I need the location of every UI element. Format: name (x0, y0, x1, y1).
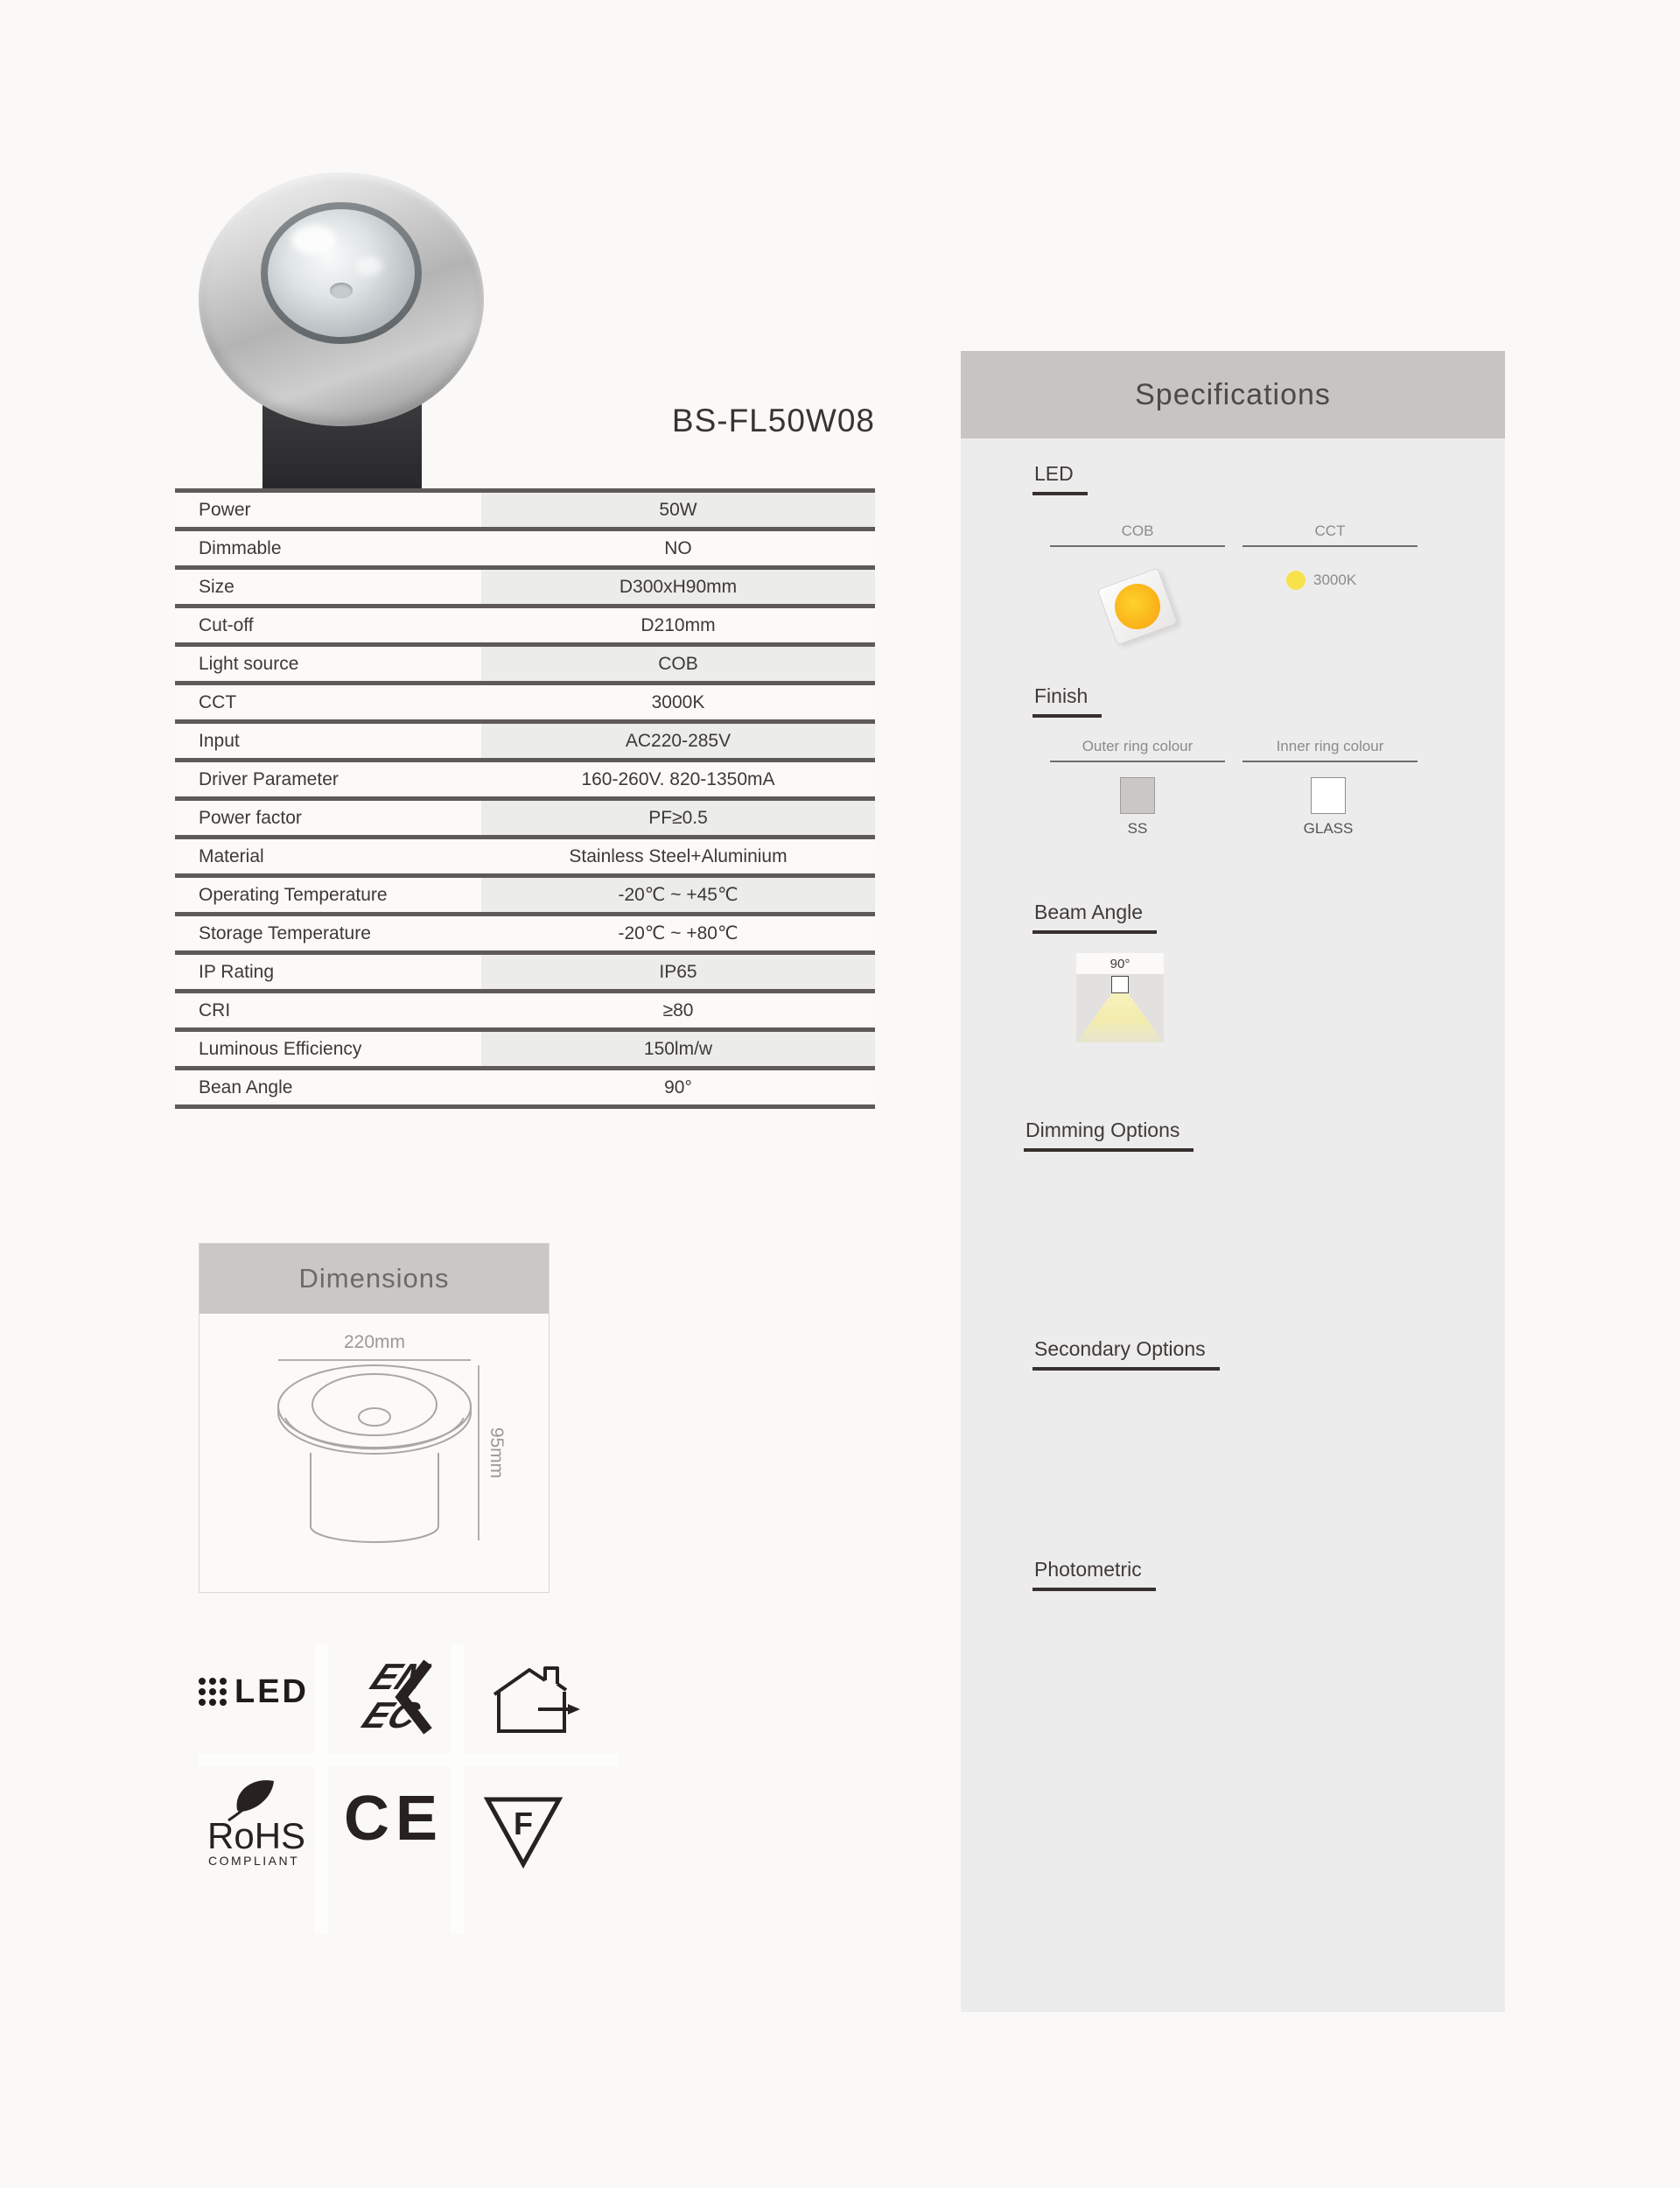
row-value: PF≥0.5 (481, 801, 875, 835)
outer-ring-colour-label: Outer ring colour (1082, 738, 1194, 754)
table-row (175, 801, 875, 839)
led-mark-label: LED (234, 1673, 309, 1710)
table-row (175, 493, 875, 531)
width-dimension-label: 220mm (343, 1332, 406, 1352)
light-cone (1076, 993, 1164, 1042)
table-row (175, 762, 875, 801)
row-value: COB (481, 647, 875, 681)
outer-ring-underline (1050, 761, 1225, 762)
section-title-finish: Finish (1032, 684, 1102, 718)
enec-mark-icon (337, 1656, 440, 1738)
row-label: Operating Temperature (199, 884, 388, 905)
inner-ring-colour-label: Inner ring colour (1276, 738, 1384, 754)
row-label: IP Rating (199, 961, 274, 982)
row-value: -20℃ ~ +80℃ (618, 923, 738, 943)
house-arrow-icon (484, 1659, 582, 1735)
divider (199, 1753, 619, 1766)
table-row (175, 916, 875, 955)
row-value: IP65 (481, 955, 875, 989)
row-value: 3000K (651, 691, 705, 712)
row-value: Stainless Steel+Aluminium (569, 845, 788, 866)
cct-value-label: 3000K (1313, 572, 1357, 588)
table-row (175, 1032, 875, 1070)
table-row (175, 955, 875, 993)
dimensions-box (199, 1243, 550, 1593)
row-value: D300xH90mm (481, 570, 875, 604)
row-value: 50W (481, 493, 875, 527)
section-title-led: LED (1032, 462, 1088, 495)
row-value: ≥80 (662, 999, 694, 1020)
row-label: Cut-off (199, 614, 254, 635)
section-title-photometric: Photometric (1032, 1558, 1156, 1591)
section-title-secondary-options: Secondary Options (1032, 1337, 1220, 1371)
row-label: Luminous Efficiency (199, 1038, 362, 1059)
cct-column-underline (1242, 545, 1418, 547)
led-mark-icon (199, 1673, 309, 1710)
cob-column-label: COB (1121, 522, 1154, 539)
specifications-panel (961, 351, 1505, 2012)
dimensions-title: Dimensions (200, 1244, 549, 1314)
cob-chip-image (1097, 567, 1179, 645)
table-row (175, 647, 875, 685)
row-label: Bean Angle (199, 1076, 293, 1098)
beam-illustration (1076, 974, 1164, 1042)
section-title-beam-angle: Beam Angle (1032, 901, 1157, 934)
row-label: Dimmable (199, 537, 282, 558)
row-value: D210mm (640, 614, 716, 635)
row-label: Driver Parameter (199, 768, 339, 789)
table-row (175, 685, 875, 724)
row-label: CRI (199, 999, 231, 1020)
row-label: Size (199, 576, 234, 597)
row-value: AC220-285V (481, 724, 875, 758)
dimension-drawing (200, 1315, 549, 1593)
divider (451, 1644, 464, 1934)
section-title-dimming-options: Dimming Options (1024, 1119, 1194, 1152)
row-label: Power (199, 499, 251, 520)
glass-finish-swatch (1311, 777, 1346, 814)
specifications-header (961, 351, 1505, 438)
table-row (175, 878, 875, 916)
f-triangle-icon (482, 1794, 564, 1869)
table-row (175, 570, 875, 608)
glass-finish-label: GLASS (1303, 820, 1354, 837)
table-row (175, 531, 875, 570)
lens-center-detail (330, 283, 353, 298)
cob-chip-emitter (1109, 578, 1167, 636)
ss-finish-label: SS (1127, 820, 1148, 837)
table-row (175, 724, 875, 762)
glass-highlight (291, 225, 337, 255)
page-title: BS-FL50W08 (671, 403, 875, 438)
beam-angle-value: 90° (1076, 953, 1164, 974)
divider (315, 1644, 328, 1934)
height-dimension-label: 95mm (486, 1427, 507, 1479)
rohs-label: RoHS (207, 1815, 305, 1856)
row-value: -20℃ ~ +45℃ (481, 878, 875, 912)
inner-ring-underline (1242, 761, 1418, 762)
luminaire-square (1111, 976, 1129, 993)
table-row (175, 993, 875, 1032)
table-row (175, 839, 875, 878)
spec-table (175, 488, 875, 1109)
row-label: Storage Temperature (199, 922, 371, 943)
row-label: Power factor (199, 807, 302, 828)
row-label: Input (199, 730, 240, 751)
row-label: CCT (199, 691, 237, 712)
certification-logos (199, 1644, 619, 1934)
product-glass-lens (268, 209, 415, 337)
table-row (175, 1070, 875, 1109)
beam-angle-figure (1076, 953, 1164, 1042)
ce-mark-icon: CE (344, 1784, 444, 1854)
table-row (175, 608, 875, 647)
cob-column-underline (1050, 545, 1225, 547)
f-label: F (514, 1806, 533, 1841)
cct-color-dot (1286, 571, 1306, 590)
led-dot-matrix-icon (199, 1678, 227, 1706)
specifications-title: Specifications (1135, 377, 1331, 411)
row-value: 150lm/w (481, 1032, 875, 1066)
ss-finish-swatch (1120, 777, 1155, 814)
row-value: 160-260V. 820-1350mA (581, 768, 775, 789)
cct-column-label: CCT (1314, 522, 1346, 539)
enec-line2: EC (355, 1695, 427, 1736)
row-value: NO (664, 537, 692, 558)
rohs-sublabel: COMPLIANT (208, 1854, 300, 1868)
glass-highlight (356, 256, 382, 276)
row-label: Light source (199, 653, 299, 674)
enec-line1: EN (363, 1657, 435, 1698)
row-label: Material (199, 845, 264, 866)
rohs-mark-icon (207, 1777, 305, 1869)
row-value: 90° (664, 1076, 692, 1098)
